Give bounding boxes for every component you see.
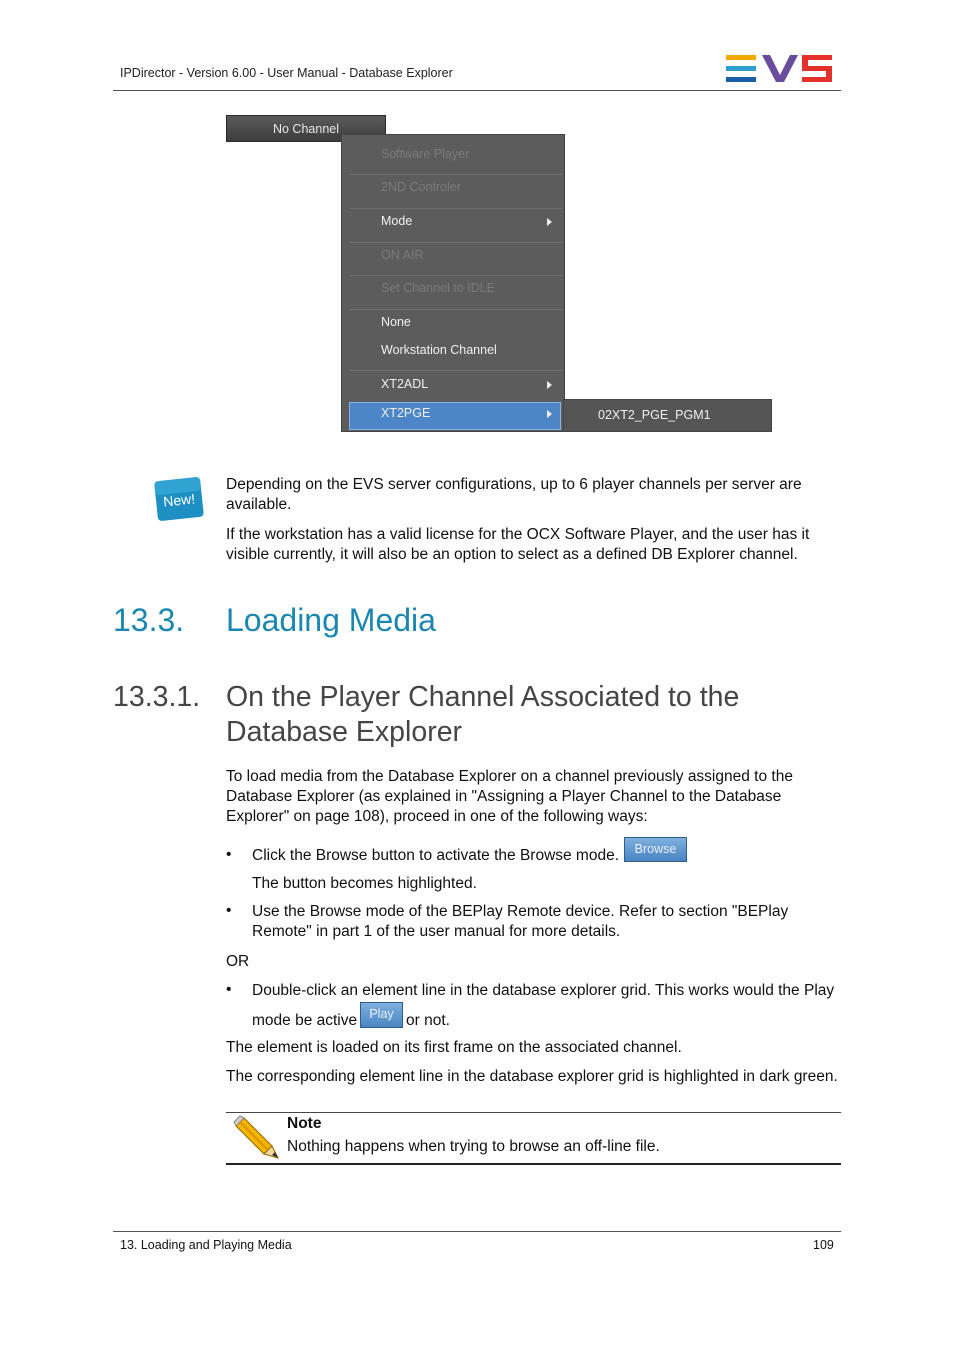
no-channel-button[interactable]: No Channel bbox=[226, 115, 386, 142]
menu-item-workstation-channel[interactable]: Workstation Channel bbox=[381, 343, 497, 357]
intro-paragraph: To load media from the Database Explorer on a channel previously assigned to the Database Explorer (as explained in "Assigning a Player Channel to the Database Explorer" on page 108), proceed in one of the following ways: bbox=[226, 768, 793, 825]
menu-separator bbox=[350, 309, 562, 310]
menu-item-software-player[interactable]: Software Player bbox=[381, 147, 470, 161]
subsection-number: 13.3.1. bbox=[113, 681, 201, 713]
browse-button[interactable]: Browse bbox=[624, 837, 687, 862]
menu-item-xt2adl[interactable] bbox=[350, 377, 562, 391]
bullet-marker: • bbox=[226, 902, 232, 919]
menu-separator bbox=[350, 275, 562, 276]
menu-item-label: XT2PGE bbox=[381, 406, 431, 420]
bullet-2-text: Use the Browse mode of the BEPlay Remote device. Refer to section "BEPlay Remote" in part 1 of the user manual for more details. bbox=[252, 903, 789, 940]
menu-item-on-air[interactable]: ON AIR bbox=[381, 248, 424, 262]
note-bottom-rule bbox=[226, 1163, 841, 1165]
new-badge-icon bbox=[154, 475, 204, 523]
subsection-title-line1: On the Player Channel Associated to the bbox=[226, 681, 740, 713]
channel-menu bbox=[341, 134, 565, 432]
bullet-3-line1: Double-click an element line in the database explorer grid. This works would the Play bbox=[252, 982, 835, 999]
new-paragraph-1: Depending on the EVS server configurations, up to 6 player channels per server are available. bbox=[226, 476, 802, 513]
menu-item-label: Mode bbox=[381, 214, 413, 228]
submenu-arrow-icon bbox=[547, 410, 552, 418]
submenu-item-02xt2-pge-pgm1[interactable]: 02XT2_PGE_PGM1 bbox=[563, 399, 772, 432]
section-title: Loading Media bbox=[226, 602, 436, 638]
menu-separator bbox=[350, 242, 562, 243]
note-title: Note bbox=[287, 1115, 322, 1132]
footer-chapter: 13. Loading and Playing Media bbox=[120, 1238, 292, 1252]
bullet-3-post: or not. bbox=[406, 1012, 450, 1029]
menu-separator bbox=[350, 174, 562, 175]
subsection-title-line2: Database Explorer bbox=[226, 716, 463, 748]
note-text: Nothing happens when trying to browse an off-line file. bbox=[287, 1138, 660, 1155]
or-text: OR bbox=[226, 953, 250, 970]
header-rule bbox=[113, 90, 841, 91]
section-number: 13.3. bbox=[113, 602, 185, 638]
bullet-marker: • bbox=[226, 846, 232, 863]
menu-item-none[interactable]: None bbox=[381, 315, 411, 329]
new-paragraph-2: If the workstation has a valid license for the OCX Software Player, and the user has it visible currently, it will also be an option to select as a defined DB Explorer channel. bbox=[226, 526, 810, 563]
menu-item-set-idle[interactable]: Set Channel to IDLE bbox=[381, 281, 495, 295]
submenu-arrow-icon bbox=[547, 218, 552, 226]
footer-rule bbox=[113, 1231, 841, 1232]
new-badge-text: New! bbox=[162, 490, 196, 510]
submenu-arrow-icon bbox=[547, 381, 552, 389]
after-paragraph-1: The element is loaded on its first frame on the associated channel. bbox=[226, 1039, 682, 1056]
menu-separator bbox=[350, 208, 562, 209]
menu-item-mode[interactable] bbox=[350, 214, 562, 228]
play-button[interactable]: Play bbox=[360, 1002, 403, 1028]
bullet-marker: • bbox=[226, 981, 232, 998]
bullet-3-pre: mode be active bbox=[252, 1012, 358, 1029]
bullet-1-subtext: The button becomes highlighted. bbox=[252, 875, 477, 892]
menu-item-2nd-controler[interactable]: 2ND Controler bbox=[381, 180, 461, 194]
header-title: IPDirector - Version 6.00 - User Manual - Database Explorer bbox=[120, 66, 453, 80]
page-number: 109 bbox=[813, 1238, 834, 1252]
evs-logo bbox=[726, 55, 834, 82]
menu-item-xt2pge[interactable] bbox=[350, 406, 562, 420]
pencil-icon bbox=[232, 1114, 280, 1160]
note-top-rule bbox=[226, 1112, 841, 1113]
bullet-1-text: Click the Browse button to activate the Browse mode. bbox=[252, 847, 620, 864]
after-paragraph-2: The corresponding element line in the database explorer grid is highlighted in dark green. bbox=[226, 1068, 838, 1085]
menu-item-label: XT2ADL bbox=[381, 377, 429, 391]
menu-separator bbox=[350, 370, 562, 371]
